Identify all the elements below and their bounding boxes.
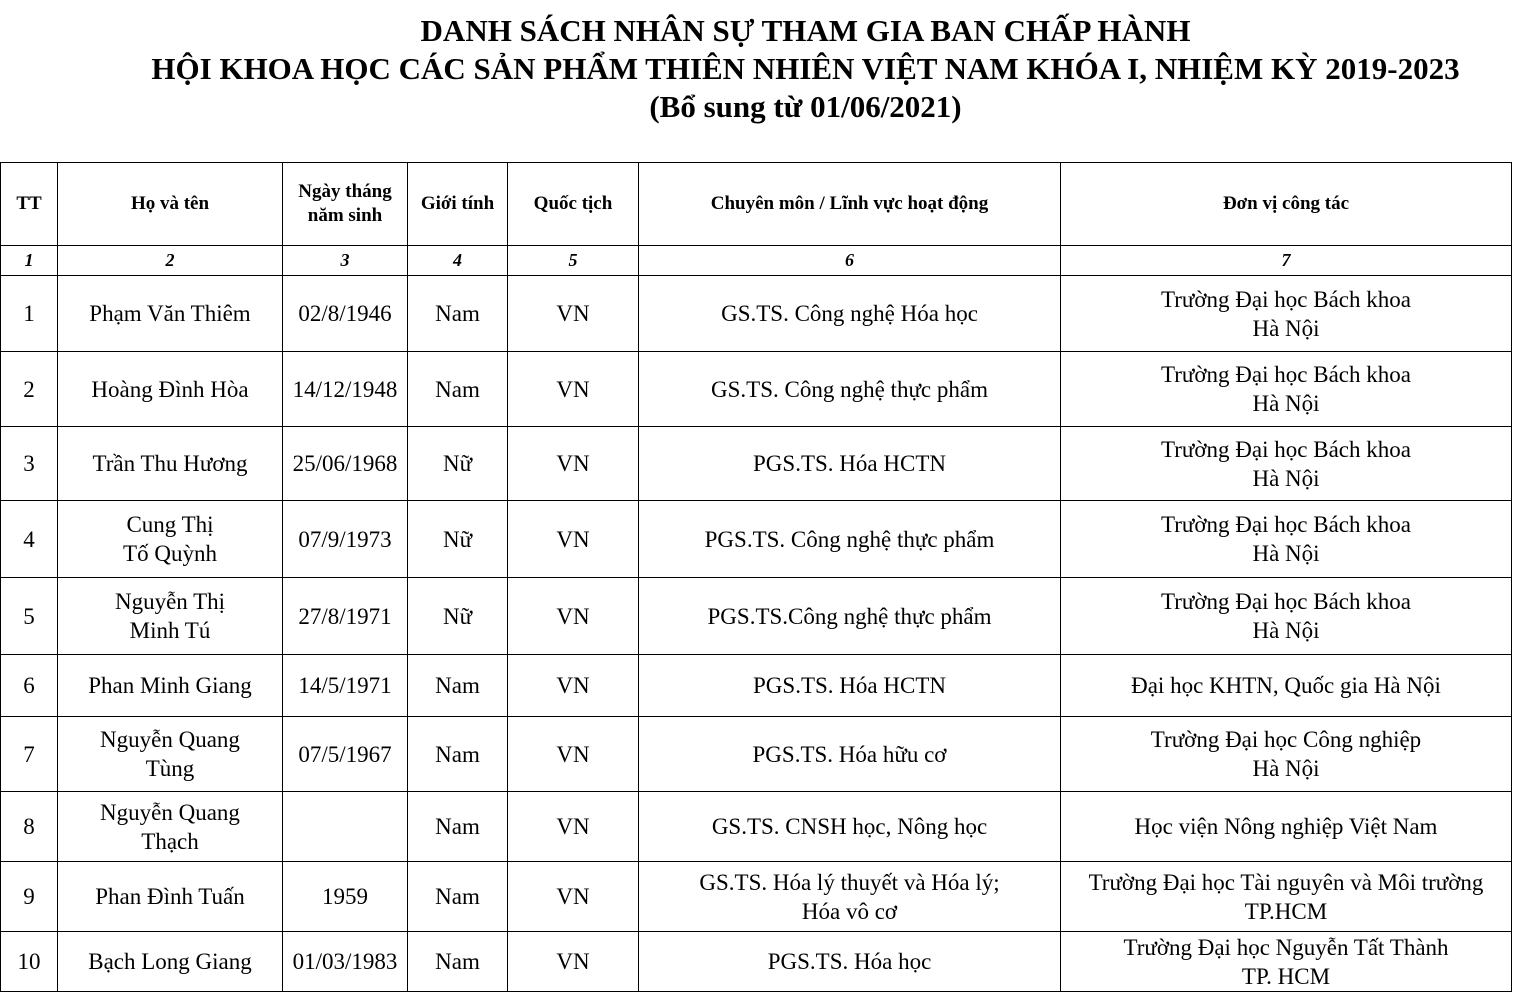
cell-dob: 14/5/1971 [283,655,408,717]
cell-nationality: VN [508,717,639,792]
cell-nationality: VN [508,352,639,427]
cell-tt: 7 [1,717,58,792]
cell-name-line: Cung Thị [126,512,214,537]
cell-tt: 2 [1,352,58,427]
column-number: 7 [1061,246,1512,276]
cell-unit-line: Trường Đại học Bách khoa [1161,589,1411,614]
cell-tt: 1 [1,276,58,352]
cell-name [58,501,283,578]
column-number: 4 [408,246,508,276]
header-birth-line-2: năm sinh [307,205,383,226]
cell-tt: 5 [1,578,58,655]
cell-field [639,427,1061,501]
cell-field-line: Hóa vô cơ [801,898,898,924]
cell-field-line: GS.TS. Hóa lý thuyết và Hóa lý; [699,869,1000,895]
cell-unit [1061,352,1512,427]
column-number: 5 [508,246,639,276]
cell-unit-line: Hà Nội [1252,618,1320,643]
cell-tt: 4 [1,501,58,578]
cell-unit [1061,862,1512,932]
cell-unit-line: Đại học KHTN, Quốc gia Hà Nội [1131,673,1441,698]
header-gender: Giới tính [408,163,508,246]
cell-field [639,578,1061,655]
cell-name [58,427,283,501]
cell-gender: Nam [408,655,508,717]
title-line-2: HỘI KHOA HỌC CÁC SẢN PHẨM THIÊN NHIÊN VIỆT NAM KHÓA I, NHIỆM KỲ 2019-2023 [151,51,1460,86]
cell-unit-line: Trường Đại học Bách khoa [1161,512,1411,537]
cell-unit-line: Trường Đại học Bách khoa [1161,436,1411,462]
cell-unit [1061,427,1512,501]
column-number-row [1,246,1512,276]
document-title [0,12,1514,126]
cell-unit-line: Trường Đại học Công nghiệp [1150,727,1422,752]
table-row [1,276,1512,352]
cell-tt: 9 [1,862,58,932]
cell-unit [1061,578,1512,655]
cell-gender: Nữ [408,578,508,655]
cell-nationality: VN [508,501,639,578]
cell-dob: 27/8/1971 [283,578,408,655]
cell-name-line: Phan Minh Giang [88,673,252,698]
cell-field [639,655,1061,717]
header-nationality: Quốc tịch [508,163,639,246]
table-row [1,427,1512,501]
cell-name-line: Nguyễn Quang [100,727,240,752]
cell-nationality: VN [508,276,639,352]
table-row [1,578,1512,655]
cell-gender: Nam [408,276,508,352]
cell-gender: Nam [408,717,508,792]
cell-gender: Nam [408,352,508,427]
title-line-3: (Bổ sung từ 01/06/2021) [649,89,962,124]
table-row [1,792,1512,862]
cell-name [58,862,283,932]
cell-field-line: PGS.TS. Hóa học [767,949,932,974]
cell-field-line: GS.TS. CNSH học, Nông học [711,814,988,839]
cell-unit [1061,792,1512,862]
title-line-1: DANH SÁCH NHÂN SỰ THAM GIA BAN CHẤP HÀNH [420,13,1191,48]
cell-nationality: VN [508,578,639,655]
cell-dob: 07/9/1973 [283,501,408,578]
cell-dob: 02/8/1946 [283,276,408,352]
personnel-table [0,162,1512,992]
cell-field [639,276,1061,352]
cell-field-line: PGS.TS. Hóa HCTN [753,451,946,476]
cell-tt: 6 [1,655,58,717]
cell-gender: Nam [408,862,508,932]
cell-name [58,578,283,655]
cell-dob: 07/5/1967 [283,717,408,792]
cell-unit [1061,655,1512,717]
cell-field [639,352,1061,427]
cell-field-line: GS.TS. Công nghệ thực phẩm [711,376,988,402]
cell-unit-line: Hà Nội [1252,391,1320,416]
header-tt: TT [1,163,58,246]
cell-nationality: VN [508,862,639,932]
cell-name-line: Phan Đình Tuấn [95,884,245,909]
header-field: Chuyên môn / Lĩnh vực hoạt động [639,163,1061,246]
cell-gender: Nam [408,932,508,992]
cell-dob: 25/06/1968 [283,427,408,501]
cell-unit-line: Trường Đại học Tài nguyên và Môi trường [1088,869,1484,895]
cell-unit-line: Hà Nội [1252,315,1320,341]
cell-unit-line: Hà Nội [1252,541,1320,566]
cell-name-line: Tố Quỳnh [123,541,217,566]
cell-unit-line: TP.HCM [1244,898,1328,924]
cell-tt: 8 [1,792,58,862]
cell-unit [1061,717,1512,792]
cell-unit-line: Trường Đại học Nguyễn Tất Thành [1123,934,1449,960]
cell-name [58,352,283,427]
cell-unit [1061,276,1512,352]
cell-field [639,501,1061,578]
header-name: Họ và tên [58,163,283,246]
cell-gender: Nữ [408,427,508,501]
cell-dob: 01/03/1983 [283,932,408,992]
cell-tt: 10 [1,932,58,992]
cell-unit-line: Trường Đại học Bách khoa [1161,362,1411,387]
cell-dob: 1959 [283,862,408,932]
cell-field [639,932,1061,992]
cell-nationality: VN [508,792,639,862]
cell-name-line: Nguyễn Thị [114,589,226,614]
cell-nationality: VN [508,427,639,501]
cell-name-line: Tùng [145,756,195,781]
table-row [1,862,1512,932]
cell-dob: 14/12/1948 [283,352,408,427]
cell-field-line: PGS.TS. Hóa HCTN [753,673,946,698]
header-unit: Đơn vị công tác [1061,163,1512,246]
cell-unit-line: Trường Đại học Bách khoa [1161,286,1411,312]
table-row [1,501,1512,578]
cell-name [58,655,283,717]
cell-field-line: PGS.TS. Hóa hữu cơ [752,741,947,767]
column-number: 6 [639,246,1061,276]
header-row [1,163,1512,246]
table-row [1,352,1512,427]
cell-name [58,932,283,992]
cell-unit-line: Hà Nội [1252,756,1320,781]
cell-name-line: Phạm Văn Thiêm [89,301,251,326]
cell-tt: 3 [1,427,58,501]
cell-gender: Nam [408,792,508,862]
cell-gender: Nữ [408,501,508,578]
cell-nationality: VN [508,932,639,992]
cell-name-line: Thạch [141,828,199,854]
table-row [1,655,1512,717]
column-number: 3 [283,246,408,276]
cell-field [639,792,1061,862]
cell-name-line: Minh Tú [129,618,211,643]
column-number: 1 [1,246,58,276]
cell-name [58,792,283,862]
cell-name-line: Nguyễn Quang [100,799,240,825]
cell-field-line: PGS.TS.Công nghệ thực phẩm [707,603,992,629]
cell-unit [1061,501,1512,578]
header-birth [283,163,408,246]
cell-name-line: Hoàng Đình Hòa [91,376,249,402]
header-birth-line-1: Ngày tháng [298,181,392,202]
cell-name [58,276,283,352]
cell-name-line: Trần Thu Hương [92,451,248,476]
cell-field [639,862,1061,932]
cell-field [639,717,1061,792]
table-body [1,276,1512,992]
cell-name-line: Bạch Long Giang [88,949,252,974]
cell-dob [283,792,408,862]
table-row [1,932,1512,992]
cell-unit [1061,932,1512,992]
cell-field-line: GS.TS. Công nghệ Hóa học [721,301,978,326]
cell-unit-line: TP. HCM [1241,963,1331,989]
cell-unit-line: Hà Nội [1252,465,1320,491]
cell-unit-line: Học viện Nông nghiệp Việt Nam [1134,814,1438,839]
cell-field-line: PGS.TS. Công nghệ thực phẩm [704,526,995,552]
column-number: 2 [58,246,283,276]
cell-nationality: VN [508,655,639,717]
table-row [1,717,1512,792]
cell-name [58,717,283,792]
